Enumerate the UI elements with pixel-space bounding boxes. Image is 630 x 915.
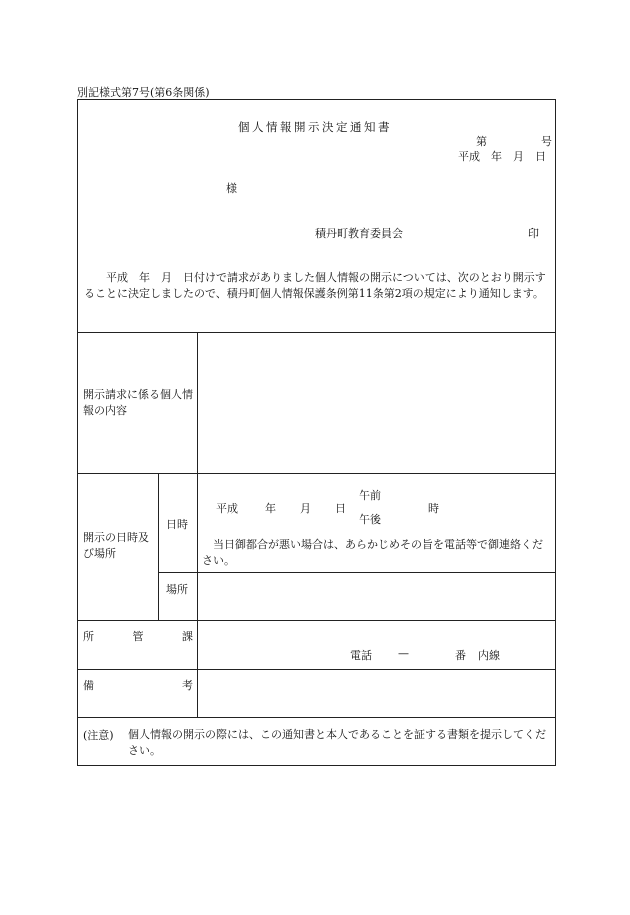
date-day: 日 (335, 502, 346, 515)
addressee-suffix: 様 (226, 182, 237, 195)
phone-dash: — (398, 647, 409, 660)
number-prefix: 第 (476, 135, 487, 148)
notice-body: 平成 年 月 日付けで請求がありました個人情報の開示については、次のとおり開示することに決定しましたので、積丹町個人情報保護条例第11条第2項の規定により通知します。 (84, 271, 546, 300)
date-year: 年 (265, 502, 276, 515)
date-month: 月 (300, 502, 311, 515)
section-label-char-2: 管 (132, 630, 144, 643)
phone-number-suffix: 番 (455, 649, 466, 662)
time-hour: 時 (428, 502, 439, 515)
document-title: 個人情報開示決定通知書 (238, 120, 392, 134)
extension-label: 内線 (478, 649, 500, 662)
time-am: 午前 (359, 489, 381, 502)
section-label-char-3: 課 (182, 630, 193, 643)
place-sublabel: 場所 (166, 583, 188, 596)
date-era: 平成 (216, 502, 238, 515)
content-label: 開示請求に係る個人情報の内容 (83, 388, 193, 417)
section-label (83, 628, 193, 644)
time-pm: 午後 (359, 513, 381, 526)
remarks-label-char-2: 考 (182, 679, 193, 692)
remarks-label-char-1: 備 (83, 679, 94, 692)
notice-form (77, 99, 556, 766)
form-reference: 別記様式第7号(第6条関係) (77, 86, 210, 99)
phone-label: 電話 (350, 649, 372, 662)
datetime-sublabel: 日時 (166, 518, 188, 531)
remarks-label (83, 677, 193, 693)
datetime-place-label: 開示の日時及び場所 (83, 531, 149, 560)
note-label: (注意) (83, 729, 114, 742)
issuer-name: 積丹町教育委員会 (315, 227, 403, 240)
issue-date: 平成 年 月 日 (458, 150, 546, 163)
section-label-char-1: 所 (83, 630, 94, 643)
number-suffix: 号 (541, 135, 552, 148)
seal-mark: 印 (528, 227, 539, 240)
note-text: 個人情報の開示の際には、この通知書と本人であることを証する書類を提示してください。 (128, 728, 546, 757)
datetime-note: 当日御都合が悪い場合は、あらかじめその旨を電話等で御連絡ください。 (202, 538, 543, 567)
